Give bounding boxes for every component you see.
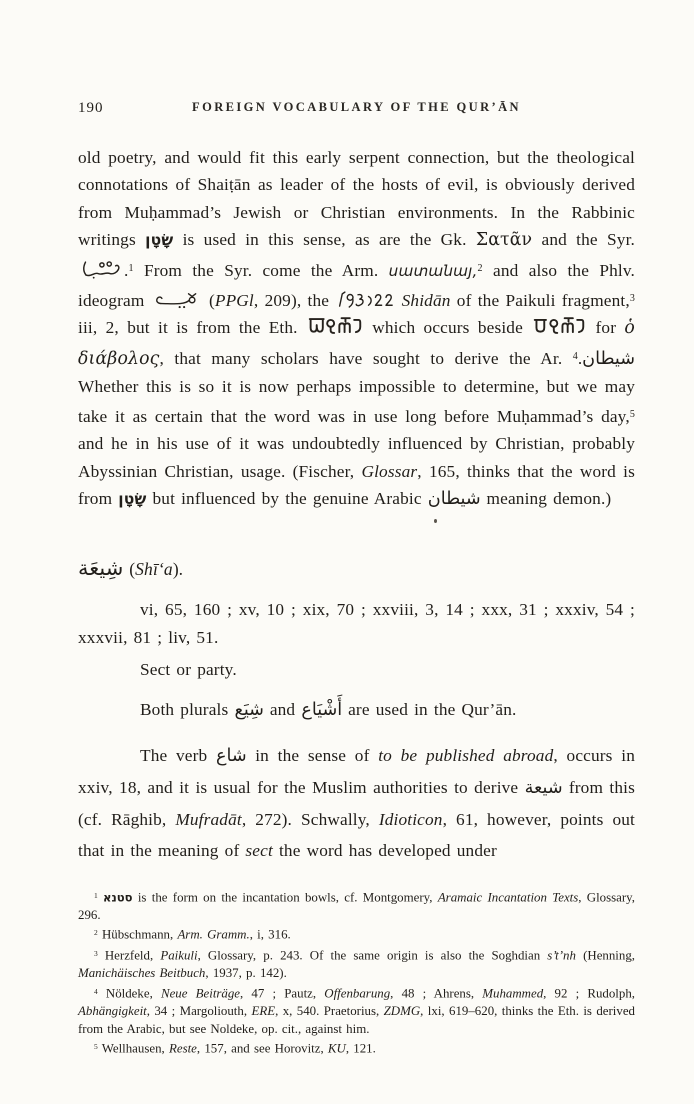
text-run: Aramaic Incantation Texts — [437, 890, 579, 905]
arabic-shaytan-2: شيطان — [427, 488, 481, 509]
footnote-number: 4 — [94, 986, 98, 996]
page-header — [78, 100, 635, 118]
text-run: , 165, thinks that the word is from — [78, 461, 636, 508]
arabic-verb-shaa: شاع — [216, 745, 247, 766]
footnote-ref-4: 4 — [572, 350, 578, 362]
text-run: The verb — [140, 745, 217, 765]
footnote-5 — [78, 1038, 635, 1058]
text-run: , i, 316. — [249, 928, 291, 943]
text-run: , 209), the — [253, 291, 336, 311]
hebrew-satana-bowls: סטנא — [103, 890, 133, 905]
text-run: , 1937, p. 142). — [205, 966, 287, 981]
text-run: Wellhausen, — [97, 1041, 169, 1056]
text-run: , 92 ; Rudolph, — [543, 986, 635, 1001]
text-run: . — [577, 348, 583, 368]
text-run: is used in this sense, as are the Gk. — [173, 230, 476, 250]
shidan-transliteration: Shidān — [401, 291, 451, 311]
text-run: , 272). Schwally, — [241, 809, 379, 829]
text-run: in the sense of — [246, 745, 379, 765]
text-run: ( — [123, 559, 136, 580]
text-run: , 48 ; Ahrens, — [390, 986, 483, 1001]
text-run: , 121. — [345, 1041, 376, 1056]
hebrew-satan-2: שָׂטָן — [118, 489, 147, 508]
text-run: , lxi, 619–620, thinks the Eth. is derived from the Arabic, but see Noldeke, op. cit., against him. — [78, 1004, 635, 1036]
text-run: is the form on the incantation bowls, cf. Montgomery, — [132, 890, 438, 905]
armenian-satanay: սատանայ, — [388, 261, 478, 280]
arabic-shaytan: شيطان — [582, 348, 635, 369]
text-run: Glossar — [361, 461, 418, 481]
text-run: Herzfeld, — [97, 948, 161, 963]
quran-references: vi, 65, 160 ; xv, 10 ; xix, 70 ; xxviii, 3, 14 ; xxx, 31 ; xxxiv, 54 ; xxxvii, 81 ; liv, 51. — [78, 600, 635, 647]
text-run: Nöldeke, — [97, 986, 161, 1001]
text-run: to be published abroad — [378, 745, 554, 765]
text-run: , that many scholars have sought to derive the Ar. — [159, 348, 573, 368]
arabic-shia-headword: شِيعَة — [78, 556, 124, 581]
ethiopic-saytan-2-word — [533, 315, 585, 337]
hebrew-satan: שָׂטָן — [145, 231, 174, 250]
text-run: Whether this is so it is now perhaps impossible to determine, but we may take it as certain that the word was in use long before Muḥammad’s day, — [78, 377, 635, 426]
paragraph-shaitan — [78, 144, 635, 513]
text-run: ). — [172, 559, 184, 580]
text-run: ( — [202, 291, 215, 311]
arabic-plural-shiya: شِيَع — [234, 699, 264, 720]
footnote-4 — [78, 983, 635, 1039]
gloss-line: Sect or party. — [140, 660, 237, 680]
text-run: s’t’nh — [547, 948, 576, 963]
footnote-number: 5 — [94, 1042, 98, 1052]
text-run: from this (cf. Rāghib, — [78, 777, 635, 829]
text-run: , occurs in xxiv, 18, and it is usual for the Muslim authorities to derive — [78, 745, 635, 797]
text-run: Neue Beiträge — [160, 986, 241, 1001]
arabic-plural-ashya: أَشْيَاع — [301, 699, 343, 720]
text-run: , Glossary, p. 243. Of the same origin is also the Soghdian — [197, 948, 548, 963]
text-run: . — [124, 260, 129, 280]
text-run: meaning demon.) — [480, 488, 612, 508]
footnote-1 — [78, 887, 635, 925]
text-run: KU — [327, 1041, 346, 1056]
running-title: FOREIGN VOCABULARY OF THE QUR’ĀN — [192, 100, 521, 114]
footnote-ref-5: 5 — [629, 408, 635, 420]
greek-satan: Σατᾶν — [475, 230, 533, 251]
text-run: which occurs beside — [363, 318, 532, 338]
text-run: Muhammed — [482, 986, 544, 1001]
pahlavi-shitan-word — [337, 290, 393, 310]
text-run: PPGl — [214, 291, 254, 311]
ethiopic-saytan-1-word — [308, 315, 362, 337]
footnote-ref-2: 2 — [477, 262, 483, 274]
text-run: , Glossary, 296. — [78, 890, 636, 922]
text-run: ZDMG — [383, 1004, 421, 1019]
pahlavi-ideogram-word — [153, 290, 201, 310]
footnote-number: 3 — [94, 948, 98, 958]
text-run: but influenced by the genuine Arabic — [146, 488, 428, 508]
text-run: , 47 ; Pautz, — [240, 986, 325, 1001]
text-run: , 34 ; Margoliouth, — [146, 1004, 252, 1019]
footnote-3 — [78, 945, 635, 983]
text-run: From the Syr. come the Arm. — [133, 260, 389, 280]
shia-transliteration: Shī‘a — [135, 559, 173, 580]
text-run: and he in his use of it was undoubtedly influenced by Christian, probably Abyssinian Christian, usage. (Fischer, — [78, 434, 635, 481]
text-run: Paikuli — [160, 948, 198, 963]
text-run: and also the Phlv. ideogram — [78, 260, 635, 311]
arabic-shia-word: شيعة — [524, 777, 563, 798]
text-run: , x, 540. Praetorius, — [275, 1004, 384, 1019]
text-run: sect — [245, 840, 273, 860]
text-run: old poetry, and would fit this early serpent connection, but the theological connotations of Shaiṭān as leader of the hosts of evil, is obviously derived from Muḥammad’s Jewish or Christian environments. In the Rabbinic writings — [78, 148, 635, 250]
footnote-ref-3: 3 — [629, 293, 635, 305]
syriac-satana-word — [80, 259, 122, 280]
page-number: 190 — [78, 100, 104, 116]
text-run: are used in the Qur’ān. — [342, 699, 517, 719]
greek-diabolos: ὁ διάβολος — [78, 318, 635, 369]
text-run: Manichäisches Beitbuch — [78, 966, 206, 981]
footnote-number: 1 — [94, 890, 98, 900]
footnotes — [78, 887, 635, 1059]
text-run: , 157, and see Horovitz, — [196, 1041, 328, 1056]
text-run: the word has developed under — [272, 840, 497, 860]
text-run: Idioticon — [378, 809, 443, 829]
text-run: of the Paikuli fragment, — [450, 291, 630, 311]
text-run: and — [263, 699, 302, 719]
text-run: Both plurals — [140, 699, 235, 719]
text-run: iii, 2, but it is from the Eth. — [78, 318, 306, 338]
entry-heading-shia — [78, 553, 635, 584]
text-run: Arm. Gramm. — [177, 928, 250, 943]
text-run: for — [587, 318, 625, 338]
plurals-line — [78, 693, 635, 727]
text-run: , 61, however, points out that in the meaning of — [78, 809, 636, 860]
footnote-ref-1: 1 — [128, 262, 134, 274]
footnote-number: 2 — [94, 928, 98, 938]
text-run: Abhängigkeit — [78, 1004, 147, 1019]
text-run: Mufradāt — [175, 809, 242, 829]
text-run: Hübschmann, — [97, 928, 178, 943]
text-run: and the Syr. — [532, 230, 635, 250]
paragraph-verb — [78, 740, 635, 866]
text-run: (Henning, — [575, 948, 635, 963]
footnote-2 — [78, 924, 635, 944]
text-run: ERE — [251, 1004, 276, 1019]
scan-speck — [434, 519, 437, 523]
text-run: Reste — [168, 1041, 197, 1056]
text-run: Offenbarung — [324, 986, 391, 1001]
